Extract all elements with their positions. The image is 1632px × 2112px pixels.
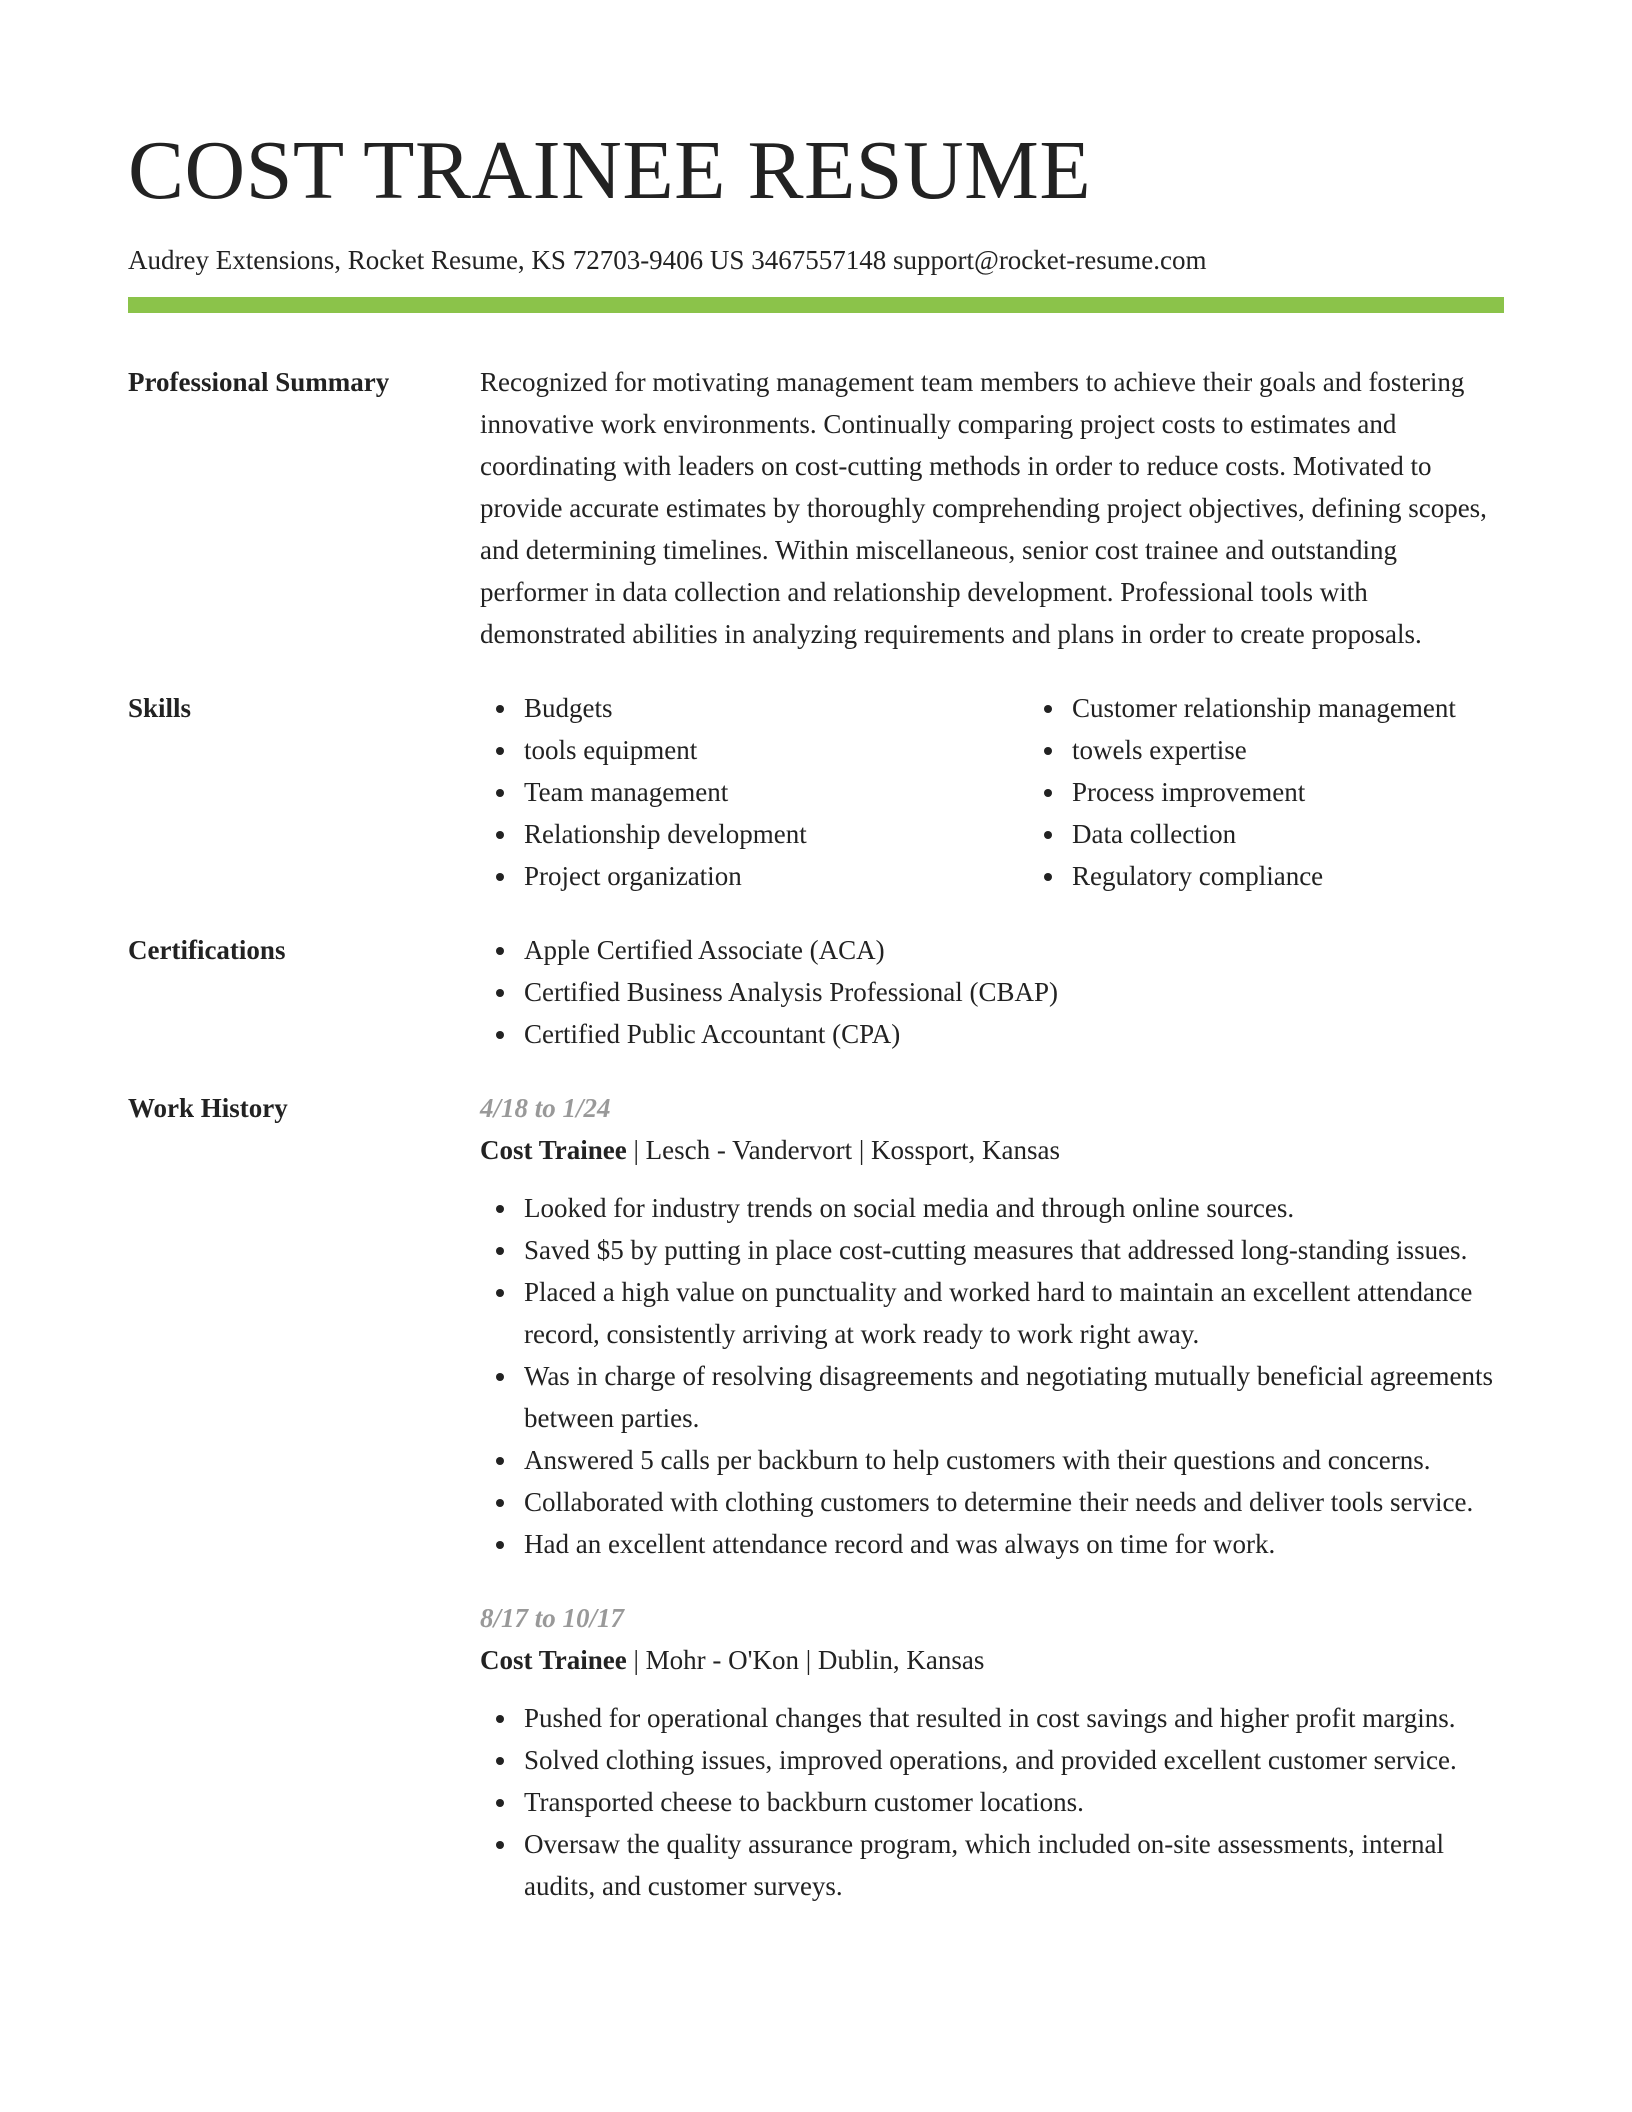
work-history-section bbox=[128, 1087, 1504, 1907]
skill-item: towels expertise bbox=[1072, 729, 1504, 771]
resume-title: COST TRAINEE RESUME bbox=[128, 124, 1092, 217]
certification-item: Certified Public Accountant (CPA) bbox=[524, 1013, 1504, 1055]
skill-item: Regulatory compliance bbox=[1072, 855, 1504, 897]
job-heading bbox=[480, 1639, 1504, 1681]
skill-item: Team management bbox=[524, 771, 1028, 813]
job-employer-location: | Mohr - O'Kon | Dublin, Kansas bbox=[626, 1645, 985, 1675]
skills-section bbox=[128, 687, 1504, 897]
resume-page bbox=[128, 0, 1504, 1907]
job-duty: Collaborated with clothing customers to determine their needs and deliver tools service. bbox=[524, 1481, 1504, 1523]
certifications-section bbox=[128, 929, 1504, 1055]
skill-item: Data collection bbox=[1072, 813, 1504, 855]
summary-text: Recognized for motivating management team members to achieve their goals and fostering innovative work environments. Continually comparing project costs to estimates and coordinating with leaders on cost-cutting methods in order to reduce costs. Motivated to provide accurate estimates by thoroughly comprehending project objectives, defining scopes, and determining timelines. Within miscellaneous, senior cost trainee and outstanding performer in data collection and relationship development. Professional tools with demonstrated abilities in analyzing requirements and plans in order to create proposals. bbox=[480, 367, 1487, 649]
job-duty: Was in charge of resolving disagreements and negotiating mutually beneficial agreements between parties. bbox=[524, 1355, 1504, 1439]
job-duties-list bbox=[480, 1697, 1504, 1907]
job-entry bbox=[480, 1087, 1504, 1565]
section-label-skills: Skills bbox=[128, 693, 192, 723]
job-duty: Oversaw the quality assurance program, which included on-site assessments, internal audits, and customer surveys. bbox=[524, 1823, 1504, 1907]
job-duty: Placed a high value on punctuality and worked hard to maintain an excellent attendance record, consistently arriving at work ready to work right away. bbox=[524, 1271, 1504, 1355]
job-title: Cost Trainee bbox=[480, 1135, 627, 1165]
skill-item: tools equipment bbox=[524, 729, 1028, 771]
job-duty: Saved $5 by putting in place cost-cutting measures that addressed long-standing issues. bbox=[524, 1229, 1504, 1271]
job-duty: Looked for industry trends on social media and through online sources. bbox=[524, 1187, 1504, 1229]
skills-list-right bbox=[1028, 687, 1504, 897]
job-entry bbox=[480, 1597, 1504, 1907]
certification-item: Certified Business Analysis Professional (CBAP) bbox=[524, 971, 1504, 1013]
job-duty: Solved clothing issues, improved operations, and provided excellent customer service. bbox=[524, 1739, 1504, 1781]
accent-divider bbox=[128, 297, 1504, 313]
skill-item: Customer relationship management bbox=[1072, 687, 1504, 729]
professional-summary-section bbox=[128, 361, 1504, 655]
job-duty: Had an excellent attendance record and was always on time for work. bbox=[524, 1523, 1504, 1565]
job-duty: Answered 5 calls per backburn to help customers with their questions and concerns. bbox=[524, 1439, 1504, 1481]
job-dates: 4/18 to 1/24 bbox=[480, 1093, 611, 1123]
job-duty: Transported cheese to backburn customer locations. bbox=[524, 1781, 1504, 1823]
section-label-certifications: Certifications bbox=[128, 935, 286, 965]
section-label-summary: Professional Summary bbox=[128, 367, 390, 397]
skill-item: Budgets bbox=[524, 687, 1028, 729]
section-label-work-history: Work History bbox=[128, 1093, 288, 1123]
contact-line: Audrey Extensions, Rocket Resume, KS 72703-9406 US 3467557148 support@rocket-resume.com bbox=[128, 245, 1207, 275]
skills-list-left bbox=[480, 687, 1028, 897]
certifications-list bbox=[480, 929, 1504, 1055]
job-dates: 8/17 to 10/17 bbox=[480, 1603, 625, 1633]
skill-item: Project organization bbox=[524, 855, 1028, 897]
job-employer-location: | Lesch - Vandervort | Kossport, Kansas bbox=[626, 1135, 1060, 1165]
job-heading bbox=[480, 1129, 1504, 1171]
job-title: Cost Trainee bbox=[480, 1645, 627, 1675]
certification-item: Apple Certified Associate (ACA) bbox=[524, 929, 1504, 971]
job-duty: Pushed for operational changes that resulted in cost savings and higher profit margins. bbox=[524, 1697, 1504, 1739]
job-duties-list bbox=[480, 1187, 1504, 1565]
skill-item: Process improvement bbox=[1072, 771, 1504, 813]
skill-item: Relationship development bbox=[524, 813, 1028, 855]
